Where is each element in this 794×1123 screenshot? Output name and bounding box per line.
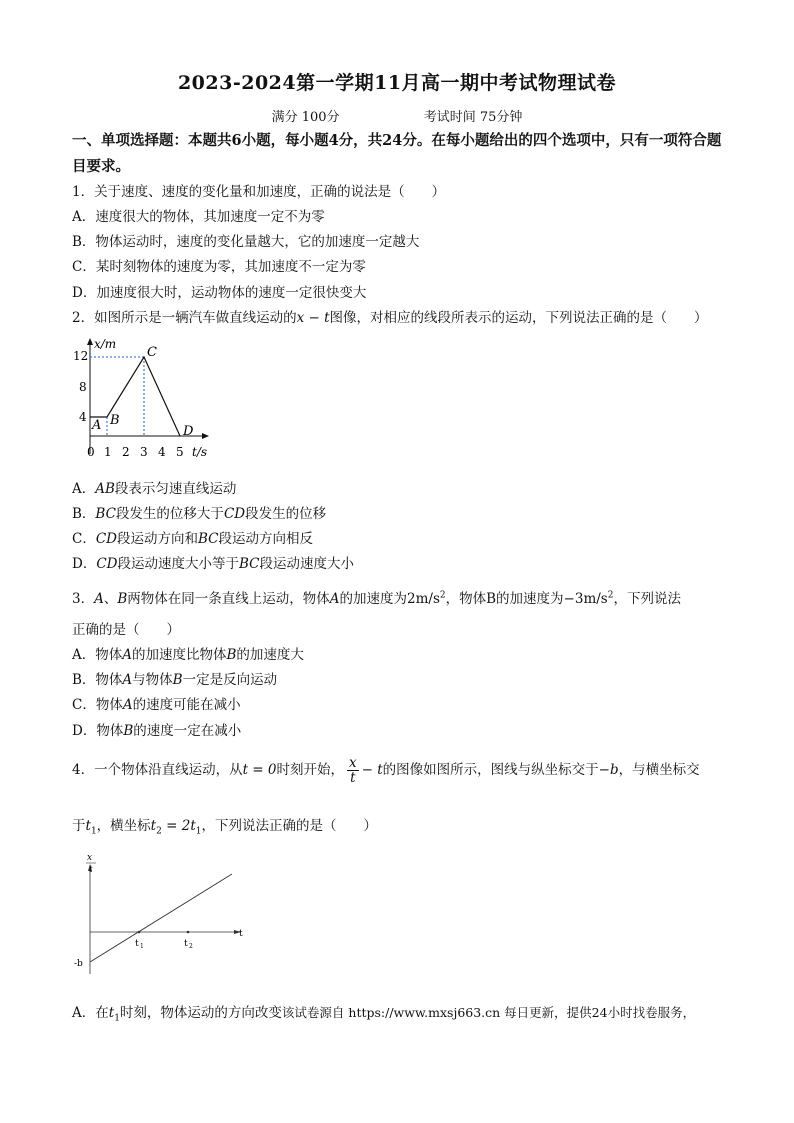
q3-option-b: B．物体A与物体B一定是反向运动 [72, 672, 278, 688]
q2-x-arrow [202, 433, 209, 439]
exam-time: 考试时间 75分钟 [423, 110, 523, 125]
exam-title: 2023-2024第一学期11月高一期中考试物理试卷 [177, 72, 617, 94]
q1-option-c: C．某时刻物体的速度为零，其加速度不一定为零 [72, 259, 366, 275]
q2-stem: 2．如图所示是一辆汽车做直线运动的x − t图像，对相应的线段所表示的运动，下列说法正确的是（ ） [72, 310, 708, 326]
q4-stem-cont: 于$t_1$，横坐标$t_2 = 2t_1$，下列说法正确的是（ ） [72, 818, 377, 837]
q2-x-axis-label: t/s [192, 445, 208, 459]
q2-y-tick-4: 4 [79, 410, 87, 424]
source-watermark: 该试卷源自 https://www.mxsj663.cn 每日更新，提供24小时找卷服务， [281, 1005, 696, 1020]
q1-option-a: A．速度很大的物体，其加速度一定不为零 [72, 209, 325, 225]
q4-t2-label: t [184, 939, 188, 949]
q2-option-a: A．AB段表示匀速直线运动 [72, 481, 237, 497]
q2-point-d: D [183, 424, 194, 439]
svg-text:1: 1 [140, 943, 144, 950]
q2-x-tick-2: 2 [122, 445, 130, 459]
q4-y-label-num: x [87, 853, 93, 863]
q4-option-a: A．在$t_1$时刻，物体运动的方向改变该试卷源自 https://www.mxsj663.cn 每日更新，提供24小时找卷服务， [72, 1005, 696, 1024]
q4-data-line [90, 874, 232, 962]
q2-x-tick-0: 0 [87, 445, 95, 459]
q2-y-axis-label: x/m [94, 337, 117, 351]
q4-intercept-label: -b [74, 959, 83, 969]
q4-graph [72, 850, 252, 980]
q4-x-label: t [239, 929, 243, 939]
q1-stem: 1．关于速度、速度的变化量和加速度，正确的说法是（ ） [72, 184, 446, 200]
q4-stem: 4．一个物体沿直线运动，从t = 0时刻开始， $\frac{x}{t}$ − t的图像如图所示，图线与纵坐标交于−b，与横坐标交 [72, 755, 700, 786]
q2-x-tick-5: 5 [176, 445, 184, 459]
q2-y-arrow [87, 338, 93, 345]
q2-point-b: B [110, 413, 120, 428]
q2-option-c: C．CD段运动方向和BC段运动方向相反 [72, 531, 314, 547]
q2-y-tick-8: 8 [79, 380, 87, 394]
svg-text:2: 2 [189, 943, 193, 950]
q3-stem-cont: 正确的是（ ） [72, 622, 180, 638]
q4-fraction: $\frac{x}{t}$ [349, 755, 357, 786]
q4-point-t2 [187, 931, 190, 934]
q2-x-tick-3: 3 [140, 445, 148, 459]
q2-point-a: A [92, 418, 102, 433]
q3-option-a: A．物体A的加速度比物体B的加速度大 [72, 647, 304, 663]
q4-point-t1 [138, 931, 141, 934]
q2-x-tick-4: 4 [158, 445, 166, 459]
q3-option-c: C．物体A的速度可能在减小 [72, 697, 241, 713]
q1-option-b: B．物体运动时，速度的变化量越大，它的加速度一定越大 [72, 234, 420, 250]
q2-y-tick-12: 12 [73, 349, 89, 363]
q2-option-b: B．BC段发生的位移大于CD段发生的位移 [72, 506, 327, 522]
q2-xt-line [90, 357, 180, 436]
section-heading: 一、单项选择题：本题共6小题，每小题4分，共24分。在每小题给出的四个选项中，只有一项符合题目要求。 [72, 132, 722, 175]
q4-y-label-den: t [89, 865, 93, 875]
q2-x-tick-1: 1 [104, 445, 112, 459]
q3-stem: 3．A、B两物体在同一条直线上运动，物体A的加速度为$2m/s^2$，物体B的加速度为$-3m/s^2$，下列说法 [72, 590, 681, 607]
q2-xt-graph [70, 336, 220, 466]
q2-point-c: C [147, 345, 157, 360]
q2-option-d: D．CD段运动速度大小等于BC段运动速度大小 [72, 556, 354, 572]
exam-info [0, 106, 794, 125]
q4-t1-label: t [135, 939, 139, 949]
q1-option-d: D．加速度很大时，运动物体的速度一定很快变大 [72, 285, 367, 301]
full-score: 满分 100分 [271, 110, 340, 125]
q3-option-d: D．物体B的速度一定在减小 [72, 723, 242, 739]
